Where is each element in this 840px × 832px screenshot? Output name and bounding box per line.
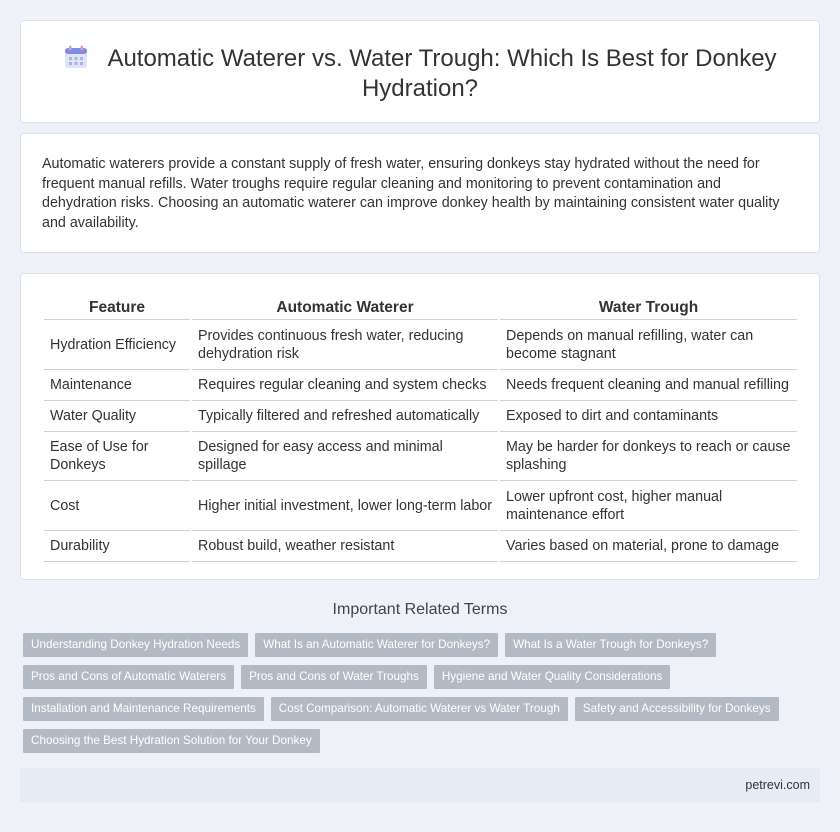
feature-cell: Water Quality bbox=[44, 401, 190, 432]
table-row bbox=[44, 401, 797, 432]
water-trough-cell: Varies based on material, prone to damage bbox=[500, 531, 797, 562]
table-row bbox=[44, 481, 797, 531]
related-term-tag[interactable]: Installation and Maintenance Requirements bbox=[23, 697, 264, 721]
calendar-icon bbox=[63, 44, 89, 70]
title-card bbox=[20, 20, 820, 123]
related-term-tag[interactable]: Hygiene and Water Quality Considerations bbox=[434, 665, 670, 689]
feature-cell: Ease of Use for Donkeys bbox=[44, 432, 190, 481]
feature-cell: Hydration Efficiency bbox=[44, 320, 190, 370]
automatic-waterer-cell: Higher initial investment, lower long-term labor bbox=[192, 481, 498, 531]
related-term-tag[interactable]: Safety and Accessibility for Donkeys bbox=[575, 697, 779, 721]
intro-paragraph: Automatic waterers provide a constant supply of fresh water, ensuring donkeys stay hydrated without the need for frequent manual refills. Water troughs require regular cleaning and monitoring to prevent contamination and dehydration risks. Choosing an automatic waterer can improve donkey health by maintaining consistent water quality and availability. bbox=[42, 156, 780, 231]
related-term-tag[interactable]: Understanding Donkey Hydration Needs bbox=[23, 633, 248, 657]
water-trough-cell: Depends on manual refilling, water can become stagnant bbox=[500, 320, 797, 370]
feature-cell: Cost bbox=[44, 481, 190, 531]
automatic-waterer-cell: Provides continuous fresh water, reducing dehydration risk bbox=[192, 320, 498, 370]
table-header-row bbox=[44, 294, 797, 320]
related-terms-list bbox=[23, 633, 823, 761]
header-feature: Feature bbox=[44, 294, 190, 320]
related-term-tag[interactable]: Pros and Cons of Automatic Waterers bbox=[23, 665, 234, 689]
table-row bbox=[44, 531, 797, 562]
feature-cell: Durability bbox=[44, 531, 190, 562]
water-trough-cell: May be harder for donkeys to reach or cause splashing bbox=[500, 432, 797, 481]
related-term-tag[interactable]: What Is an Automatic Waterer for Donkeys? bbox=[255, 633, 498, 657]
table-row bbox=[44, 432, 797, 481]
footer-site-link[interactable]: petrevi.com bbox=[745, 778, 810, 792]
intro-card bbox=[20, 133, 820, 253]
water-trough-cell: Needs frequent cleaning and manual refilling bbox=[500, 370, 797, 401]
related-terms-heading: Important Related Terms bbox=[332, 601, 508, 618]
water-trough-cell: Exposed to dirt and contaminants bbox=[500, 401, 797, 432]
table-row bbox=[44, 320, 797, 370]
water-trough-cell: Lower upfront cost, higher manual maintenance effort bbox=[500, 481, 797, 531]
automatic-waterer-cell: Requires regular cleaning and system checks bbox=[192, 370, 498, 401]
related-term-tag[interactable]: Choosing the Best Hydration Solution for Your Donkey bbox=[23, 729, 320, 753]
page-title: Automatic Waterer vs. Water Trough: Which Is Best for Donkey Hydration? bbox=[107, 45, 777, 102]
page-title-container bbox=[61, 44, 779, 104]
table-row bbox=[44, 370, 797, 401]
related-term-tag[interactable]: What Is a Water Trough for Donkeys? bbox=[505, 633, 716, 657]
related-term-tag[interactable]: Pros and Cons of Water Troughs bbox=[241, 665, 427, 689]
footer bbox=[20, 768, 820, 802]
automatic-waterer-cell: Typically filtered and refreshed automatically bbox=[192, 401, 498, 432]
header-automatic-waterer: Automatic Waterer bbox=[192, 294, 498, 320]
comparison-table bbox=[42, 294, 799, 562]
comparison-card bbox=[20, 273, 820, 580]
automatic-waterer-cell: Designed for easy access and minimal spillage bbox=[192, 432, 498, 481]
related-term-tag[interactable]: Cost Comparison: Automatic Waterer vs Water Trough bbox=[271, 697, 568, 721]
automatic-waterer-cell: Robust build, weather resistant bbox=[192, 531, 498, 562]
header-water-trough: Water Trough bbox=[500, 294, 797, 320]
feature-cell: Maintenance bbox=[44, 370, 190, 401]
